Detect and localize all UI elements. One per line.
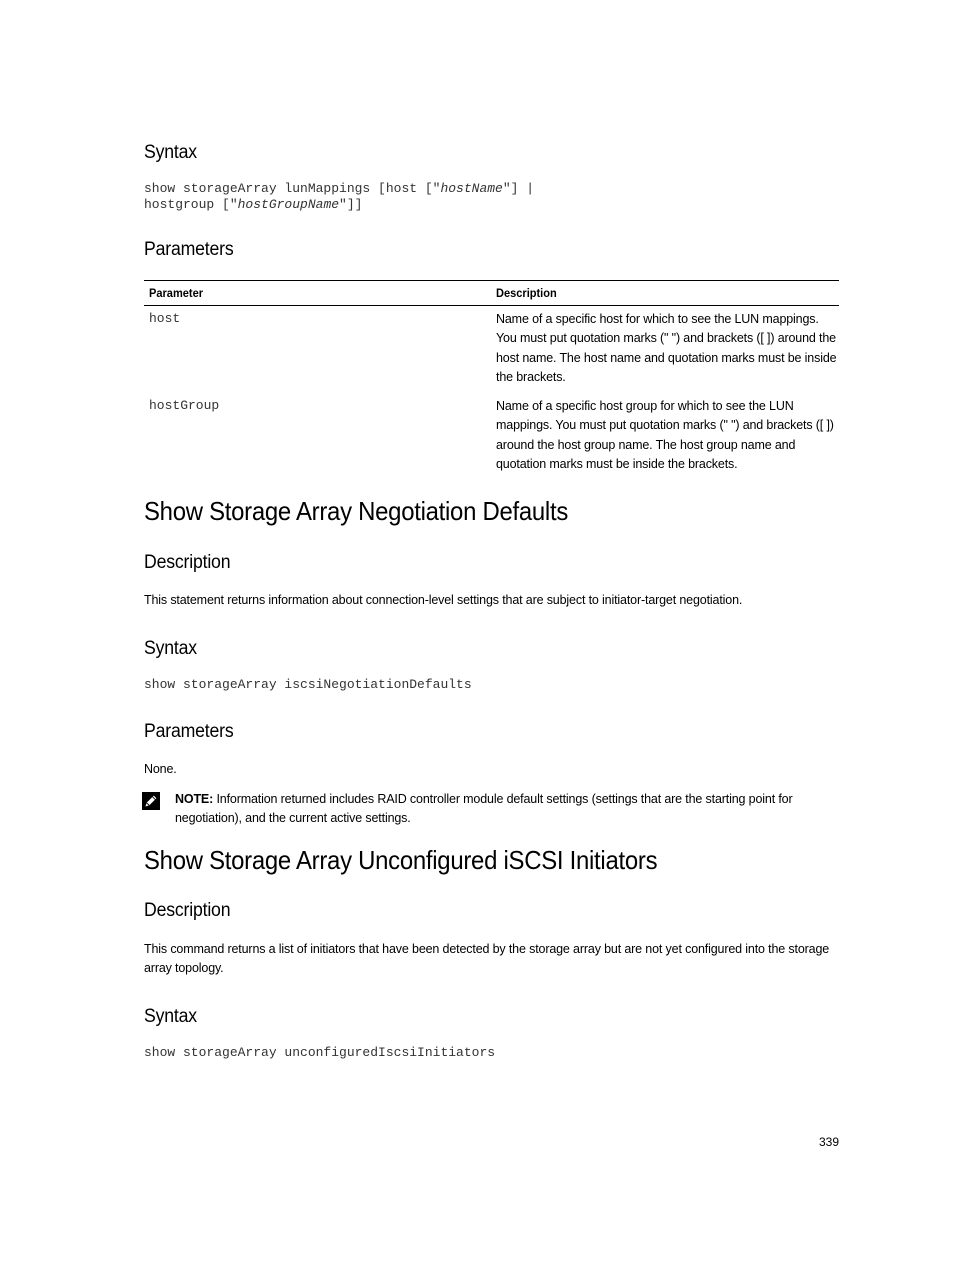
description-text: This command returns a list of initiators that have been detected by the storage array but are not yet configured into the storage array topology. — [144, 942, 830, 975]
table-row-desc-hostgroup: Name of a specific host group for which to see the LUN mappings. You must put quotation marks (" ") and brackets ([ ]) around the host group name. The host group name and quotation marks must be inside the brackets. — [496, 399, 834, 471]
syntax-code-block: show storageArray unconfiguredIscsiInitiators — [144, 1045, 496, 1060]
page-number: 339 — [818, 1135, 839, 1149]
section-title-negotiation-defaults: Show Storage Array Negotiation Defaults — [144, 496, 569, 526]
parameters-heading: Parameters — [144, 239, 234, 260]
section-title-unconfigured-initiators: Show Storage Array Unconfigured iSCSI Initiators — [144, 845, 658, 875]
pencil-icon — [142, 792, 160, 810]
description-heading: Description — [144, 552, 231, 573]
parameters-heading: Parameters — [144, 721, 234, 742]
syntax-heading: Syntax — [144, 638, 197, 659]
table-top-rule — [144, 280, 839, 281]
syntax-heading: Syntax — [144, 142, 197, 163]
note-text: NOTE: Information returned includes RAID controller module default settings (settings that are the starting point for negotiation), and the current active settings. — [175, 792, 793, 825]
table-header-rule — [144, 305, 839, 306]
description-heading: Description — [144, 900, 231, 921]
parameters-text: None. — [144, 762, 177, 776]
note-label: NOTE: — [175, 792, 214, 806]
table-row-param-hostgroup: hostGroup — [149, 398, 220, 413]
syntax-heading: Syntax — [144, 1006, 197, 1027]
table-header-parameter: Parameter — [149, 286, 204, 300]
table-header-description: Description — [496, 286, 557, 300]
table-row-desc-host: Name of a specific host for which to see the LUN mappings. You must put quotation marks (" ") and brackets ([ ]) around the host name. The host name and quotation marks must be inside the brackets. — [496, 312, 837, 384]
syntax-code-block: show storageArray iscsiNegotiationDefaults — [144, 677, 472, 692]
description-text: This statement returns information about connection-level settings that are subject to initiator-target negotiation. — [144, 593, 743, 607]
syntax-code-block: show storageArray lunMappings [host ["hostName"] | hostgroup ["hostGroupName"]] — [144, 181, 535, 212]
table-row-param-host: host — [149, 311, 181, 326]
